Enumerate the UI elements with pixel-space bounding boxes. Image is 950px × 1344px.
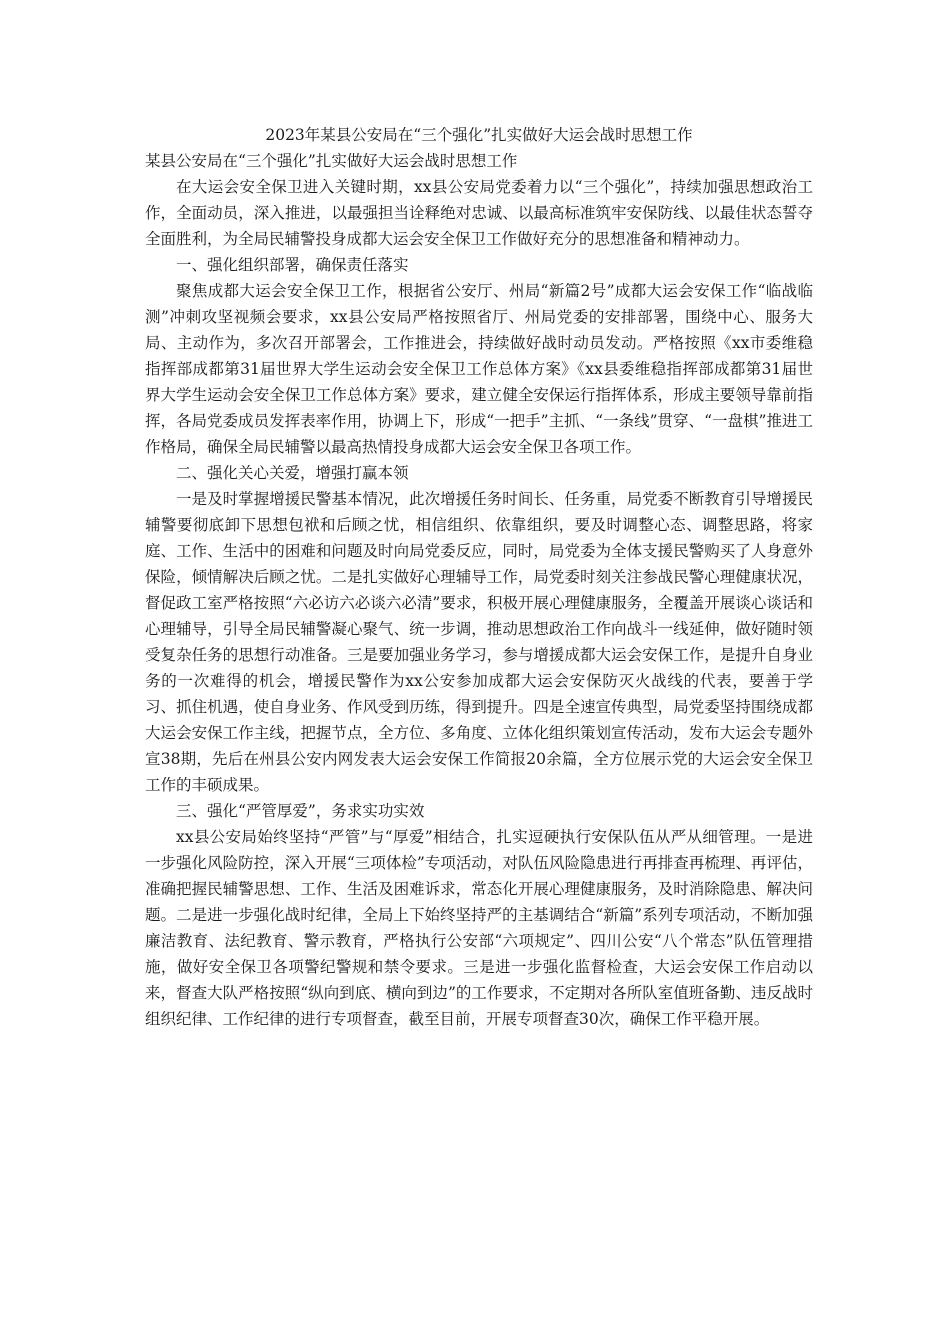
document-page (145, 122, 813, 1032)
document-subtitle: 某县公安局在“三个强化”扎实做好大运会战时思想工作 (145, 152, 518, 170)
intro-paragraph: 在大运会安全保卫进入关键时期，xx县公安局党委着力以“三个强化”，持续加强思想政治工作，全面动员，深入推进，以最强担当诠释绝对忠诚、以最高标准筑牢安保防线、以最佳状态誓夺全面胜利，为全局民辅警投身成都大运会安全保卫工作做好充分的思想准备和精神动力。 (145, 178, 813, 248)
section-3-heading: 三、强化“严管厚爱”，务求实功实效 (176, 802, 425, 820)
section-2-body: 一是及时掌握增援民警基本情况，此次增援任务时间长、任务重，局党委不断教育引导增援民辅警要彻底卸下思想包袱和后顾之忧，相信组织、依靠组织，要及时调整心态、调整思路，将家庭、工作、生活中的困难和问题及时向局党委反应，同时，局党委为全体支援民警购买了人身意外保险，倾情解决后顾之忧。二是扎实做好心理辅导工作，局党委时刻关注参战民警心理健康状况，督促政工室严格按照“六必访六必谈六必清”要求，积极开展心理健康服务，全覆盖开展谈心谈话和心理辅导，引导全局民辅警凝心聚气、统一步调，推动思想政治工作向战斗一线延伸，做好随时领受复杂任务的思想行动准备。三是要加强业务学习，参与增援成都大运会安保工作，是提升自身业务的一次难得的机会，增援民警作为xx公安参加成都大运会安保防灭火战线的代表，要善于学习、抓住机遇，使自身业务、作风受到历练，得到提升。四是全速宣传典型，局党委坚持围绕成都大运会安保工作主线，把握节点，全方位、多角度、立体化组织策划宣传活动，发布大运会专题外宣38期，先后在州县公安内网发表大运会安保工作简报20余篇，全方位展示党的大运会安全保卫工作的丰硕成果。 (145, 490, 813, 794)
section-2-heading: 二、强化关心关爱，增强打赢本领 (176, 464, 409, 482)
section-1-body: 聚焦成都大运会安全保卫工作，根据省公安厅、州局“新篇2号”成都大运会安保工作“临战临测”冲刺攻坚视频会要求，xx县公安局严格按照省厅、州局党委的安排部署，围绕中心、服务大局、主动作为，多次召开部署会，工作推进会，持续做好战时动员发动。严格按照《xx市委维稳指挥部成都第31届世界大学生运动会安全保卫工作总体方案》《xx县委维稳指挥部成都第31届世界大学生运动会安全保卫工作总体方案》要求，建立健全安保运行指挥体系，形成主要领导靠前指挥，各局党委成员发挥表率作用，协调上下，形成“一把手”主抓、“一条线”贯穿、“一盘棋”推进工作格局，确保全局民辅警以最高热情投身成都大运会安全保卫各项工作。 (145, 282, 813, 456)
section-3-body: xx县公安局始终坚持“严管”与“厚爱”相结合，扎实逗硬执行安保队伍从严从细管理。一是进一步强化风险防控，深入开展“三项体检”专项活动，对队伍风险隐患进行再排查再梳理、再评估，准确把握民辅警思想、工作、生活及困难诉求，常态化开展心理健康服务，及时消除隐患、解决问题。二是进一步强化战时纪律，全局上下始终坚持严的主基调结合“新篇”系列专项活动，不断加强廉洁教育、法纪教育、警示教育，严格执行公安部“六项规定”、四川公安“八个常态”队伍管理措施，做好安全保卫各项警纪警规和禁令要求。三是进一步强化监督检查，大运会安保工作启动以来，督查大队严格按照“纵向到底、横向到边”的工作要求，不定期对各所队室值班备勤、违反战时组织纪律、工作纪律的进行专项督查，截至目前，开展专项督查30次，确保工作平稳开展。 (145, 828, 813, 1028)
document-title: 2023年某县公安局在“三个强化”扎实做好大运会战时思想工作 (265, 126, 693, 144)
section-1-heading: 一、强化组织部署，确保责任落实 (176, 256, 409, 274)
